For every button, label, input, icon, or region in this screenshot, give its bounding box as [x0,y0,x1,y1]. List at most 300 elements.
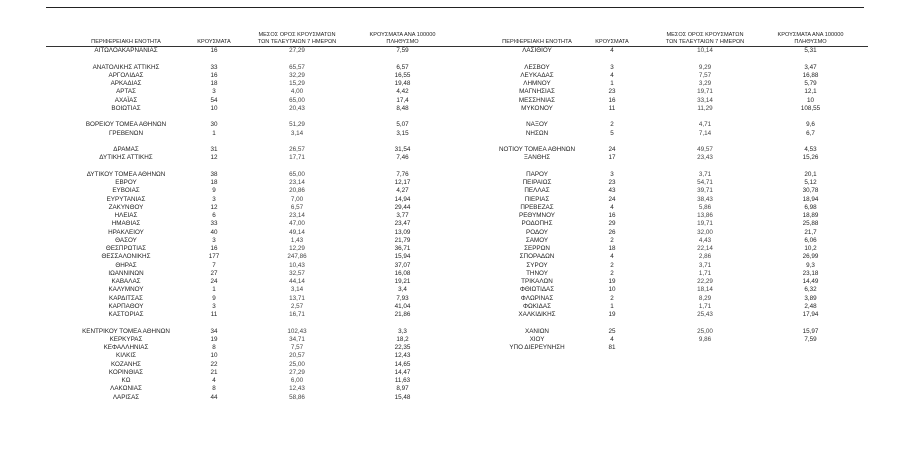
cell-name: ΠΡΕΒΕΖΑΣ [520,203,554,211]
cell-name: ΖΑΚΥΝΘΟΥ [108,203,144,211]
cell-name: ΡΕΘΥΜΝΟΥ [519,212,555,219]
cell-cases: 4 [212,377,216,384]
table-row [46,377,466,385]
cell-cases: 19 [210,335,218,343]
cell-avg: 22,14 [697,245,713,252]
cell-avg: 10,14 [697,47,713,54]
table-row [46,262,466,270]
cell-avg: 7,57 [698,71,712,79]
cell-per: 18,89 [802,212,819,219]
cell-cases: 16 [210,47,218,54]
cell-name: ΠΕΙΡΑΙΩΣ [522,179,552,186]
table-row [462,121,868,129]
cell-avg: 32,57 [289,269,305,277]
cell-per: 3,4 [398,286,407,294]
cell-avg: 10,43 [289,261,305,269]
table-row [46,286,466,294]
cell-cases: 43 [608,187,616,195]
cell-cases: 16 [608,212,616,219]
cell-cases: 4 [610,253,614,261]
cell-name: ΣΕΡΡΩΝ [524,245,550,252]
cell-name: ΕΥΒΟΙΑΣ [112,187,140,195]
cell-cases: 44 [210,393,218,401]
table-row [46,204,466,212]
cell-name: ΔΥΤΙΚΗΣ ΑΤΤΙΚΗΣ [99,154,153,162]
cell-per: 3,77 [396,212,409,219]
table-row [462,328,868,336]
cell-avg: 65,00 [289,170,305,178]
cell-avg: 9,86 [698,335,712,343]
table-row [462,311,868,319]
cell-per: 18,94 [802,195,819,203]
cell-cases: 21 [210,368,218,376]
table-row [462,64,868,72]
cell-avg: 44,14 [289,278,305,285]
table-row [462,171,868,179]
cell-avg: 1,43 [290,236,304,244]
table-row [462,130,868,138]
table-row [462,97,868,105]
cell-per: 5,79 [804,80,817,87]
cell-cases: 19 [608,278,616,285]
cell-cases: 2 [610,236,614,244]
cell-name: ΜΕΣΣΗΝΙΑΣ [518,96,556,104]
table-row [462,105,868,113]
cell-cases: 19 [608,311,616,318]
right-table-header [462,20,868,47]
table-row [462,270,868,278]
cell-cases: 16 [608,96,616,104]
cell-avg: 16,71 [289,311,305,318]
cell-name: ΛΑΣΙΘΙΟΥ [522,47,552,54]
cell-per: 7,59 [396,47,409,54]
cell-avg: 19,71 [697,220,713,228]
table-row [46,97,466,105]
cell-per: 3,15 [396,129,409,137]
table-row [46,253,466,261]
cell-avg: 18,14 [697,286,713,294]
table-row [462,196,868,204]
cell-avg: 17,71 [289,154,305,162]
cell-avg: 32,29 [289,71,305,79]
cell-avg: 27,29 [289,47,305,54]
table-row [462,80,868,88]
cell-name: ΓΡΕΒΕΝΩΝ [108,129,144,137]
table-row [462,47,868,55]
cell-name: ΝΗΣΩΝ [525,129,549,137]
cell-avg: 34,71 [289,335,305,343]
cell-avg: 25,43 [697,311,713,318]
table-row [46,113,466,121]
cell-cases: 17 [608,154,616,162]
cell-per: 7,93 [396,294,409,302]
cell-name: ΛΑΡΙΣΑΣ [112,393,140,401]
cell-name: ΤΡΙΚΑΛΩΝ [521,278,553,285]
cell-avg: 11,29 [697,104,713,112]
cell-cases: 1 [610,302,614,310]
cell-cases: 2 [610,294,614,302]
cell-per: 2,48 [804,302,817,310]
header-per-line2: ΠΛΗΘΥΣΜΟ [386,38,419,45]
cell-per: 8,48 [396,104,409,112]
cell-cases: 33 [210,220,218,228]
cell-name: ΙΩΑΝΝΙΝΩΝ [108,269,144,277]
cell-avg: 8,29 [698,294,712,302]
cell-name: ΠΙΕΡΙΑΣ [524,195,550,203]
cell-avg: 23,14 [289,212,305,219]
cell-cases: 24 [608,146,616,153]
cell-cases: 11 [608,104,616,112]
header-avg [650,32,760,45]
cell-cases: 9 [212,294,216,302]
cell-per: 4,53 [804,146,817,153]
cell-per: 4,27 [396,187,409,195]
cell-avg: 47,00 [289,220,305,228]
cell-name: ΚΑΛΥΜΝΟΥ [108,286,144,294]
cell-cases: 18 [210,80,218,87]
cell-name: ΦΛΩΡΙΝΑΣ [520,294,554,302]
table-row [462,336,868,344]
cell-name: ΛΕΣΒΟΥ [524,63,550,71]
header-per-line2: ΠΛΗΘΥΣΜΟ [794,38,827,45]
cell-name: ΕΥΡΥΤΑΝΙΑΣ [106,195,146,203]
table-row [46,55,466,63]
cell-name: ΠΑΡΟΥ [526,170,548,178]
cell-cases: 24 [608,195,616,203]
table-row [46,196,466,204]
cell-cases: 16 [210,71,218,79]
cell-per: 6,06 [804,236,817,244]
cell-cases: 3 [610,63,614,71]
cell-name: ΒΟΙΩΤΙΑΣ [111,104,141,112]
cell-per: 4,42 [396,88,409,96]
cell-per: 12,43 [394,352,411,360]
cell-per: 12,17 [394,179,411,186]
cell-avg: 7,57 [290,344,304,351]
cell-per: 19,48 [394,80,411,87]
cell-per: 14,65 [394,360,411,368]
cell-per: 21,86 [394,311,411,318]
cell-per: 13,09 [394,228,411,236]
cell-cases: 27 [210,269,218,277]
cell-name: ΜΑΓΝΗΣΙΑΣ [519,88,555,96]
cell-cases: 16 [210,245,218,252]
cell-avg: 9,29 [698,63,712,71]
table-row [46,385,466,393]
cell-name: ΠΕΛΛΑΣ [524,187,550,195]
cell-cases: 4 [610,47,614,54]
cell-per: 6,32 [804,286,817,294]
cell-name: ΧΑΛΚΙΔΙΚΗΣ [518,311,556,318]
cell-name: ΜΥΚΟΝΟΥ [521,104,553,112]
cell-cases: 10 [210,104,218,112]
cell-cases: 33 [210,63,218,71]
cell-cases: 34 [210,327,218,335]
cell-name: ΡΟΔΟΠΗΣ [521,220,553,228]
cell-cases: 3 [212,195,216,203]
cell-name: ΒΟΡΕΙΟΥ ΤΟΜΕΑ ΑΘΗΝΩΝ [85,121,167,129]
table-row [46,319,466,327]
cell-per: 41,04 [394,302,411,310]
cell-per: 3,47 [804,63,817,71]
cell-name: ΤΗΝΟΥ [526,269,548,277]
cell-per: 18,2 [396,335,409,343]
table-row [46,369,466,377]
cell-per: 26,99 [802,253,819,261]
table-row [462,295,868,303]
cell-name: ΑΧΑΪΑΣ [114,96,138,104]
table-row [46,344,466,352]
cell-cases: 23 [608,88,616,96]
cell-name: ΑΝΑΤΟΛΙΚΗΣ ΑΤΤΙΚΗΣ [92,63,160,71]
cell-per: 8,97 [396,385,409,393]
table-row [462,187,868,195]
cell-cases: 22 [210,360,218,368]
cell-avg: 25,00 [289,360,305,368]
table-row [46,220,466,228]
table-row [46,163,466,171]
cell-avg: 1,71 [698,302,712,310]
cell-avg: 39,71 [697,187,713,195]
cell-avg: 54,71 [697,179,713,186]
cell-avg: 5,86 [698,203,712,211]
cell-name: ΣΑΜΟΥ [525,236,549,244]
cell-per: 6,7 [806,129,815,137]
cell-per: 31,54 [394,146,411,153]
cell-per: 7,46 [396,154,409,162]
cell-per: 14,47 [394,368,411,376]
cell-avg: 23,43 [697,154,713,162]
cell-avg: 65,57 [289,63,305,71]
cell-per: 30,78 [802,187,819,195]
left-table-header [46,20,466,47]
cell-avg: 12,43 [289,385,305,393]
header-per-line1: ΚΡΟΥΣΜΑΤΑ ΑΝΑ 100000 [777,32,844,38]
cell-per: 9,3 [806,261,815,269]
cell-avg: 65,00 [289,96,305,104]
cell-name: ΑΡΤΑΣ [116,88,136,96]
table-row [462,179,868,187]
cell-cases: 3 [610,170,614,178]
cell-avg: 25,00 [697,327,713,335]
cell-per: 7,59 [804,335,817,343]
cell-avg: 22,29 [697,278,713,285]
table-row [462,220,868,228]
cell-avg: 7,14 [698,129,712,137]
table-row [46,105,466,113]
table-row [46,179,466,187]
table-row [462,72,868,80]
cell-name: ΝΟΤΙΟΥ ΤΟΜΕΑ ΑΘΗΝΩΝ [498,146,576,153]
cell-name: ΚΩ [121,377,131,384]
cell-per: 15,97 [802,327,819,335]
table-row [462,113,868,121]
cell-cases: 12 [210,154,218,162]
cell-per: 12,1 [804,88,817,96]
cell-avg: 4,00 [290,88,304,96]
cell-cases: 8 [212,385,216,393]
cell-name: ΘΕΣΠΡΩΤΙΑΣ [105,245,147,252]
cell-cases: 38 [210,170,218,178]
table-row [462,286,868,294]
cell-avg: 6,00 [290,377,304,384]
cell-per: 6,98 [804,203,817,211]
table-row [462,55,868,63]
cell-per: 3,89 [804,294,817,302]
cell-cases: 1 [610,80,614,87]
cell-cases: 3 [212,88,216,96]
cell-avg: 13,71 [289,294,305,302]
table-row [46,130,466,138]
table-row [462,229,868,237]
table-row [462,237,868,245]
cell-avg: 2,57 [290,302,304,310]
cell-name: ΕΒΡΟΥ [115,179,137,186]
cell-cases: 177 [208,253,220,261]
cell-per: 19,21 [394,278,411,285]
cell-name: ΗΡΑΚΛΕΙΟΥ [108,228,144,236]
cell-name: ΚΕΦΑΛΛΗΝΙΑΣ [103,344,149,351]
header-per-line1: ΚΡΟΥΣΜΑΤΑ ΑΝΑ 100000 [369,32,436,38]
table-row [46,270,466,278]
table-row [46,121,466,129]
table-row [462,163,868,171]
cell-name: ΦΩΚΙΔΑΣ [523,302,551,310]
cell-per: 7,76 [396,170,409,178]
table-row [462,212,868,220]
cell-cases: 9 [212,187,216,195]
table-row [46,138,466,146]
header-avg [242,32,352,45]
cell-avg: 38,43 [697,195,713,203]
cell-name: ΚΟΡΙΝΘΙΑΣ [108,368,144,376]
table-row [462,253,868,261]
table-row [46,229,466,237]
table-row [462,245,868,253]
cell-cases: 31 [210,146,218,153]
table-row [46,88,466,96]
header-per [350,32,455,45]
cell-avg: 4,43 [698,236,712,244]
cell-avg: 51,29 [289,121,305,129]
cell-cases: 3 [212,302,216,310]
cell-avg: 27,29 [289,368,305,376]
cell-per: 29,44 [394,203,411,211]
cell-name: ΔΥΤΙΚΟΥ ΤΟΜΕΑ ΑΘΗΝΩΝ [86,170,166,178]
cell-cases: 2 [610,269,614,277]
cell-name: ΣΥΡΟΥ [526,261,548,269]
cell-per: 15,94 [394,253,411,261]
cell-avg: 33,14 [697,96,713,104]
header-region: ΠΕΡΙΦΕΡΕΙΑΚΗ ΕΝΟΤΗΤΑ [91,38,161,45]
header-region: ΠΕΡΙΦΕΡΕΙΑΚΗ ΕΝΟΤΗΤΑ [502,38,572,45]
cell-avg: 23,14 [289,179,305,186]
cell-avg: 26,57 [289,146,305,153]
cell-per: 5,31 [804,47,817,54]
table-row [462,303,868,311]
cell-cases: 10 [210,352,218,360]
table-row [46,328,466,336]
cell-name: ΚΑΡΠΑΘΟΥ [108,302,144,310]
cell-avg: 1,71 [698,269,712,277]
cell-cases: 12 [210,203,218,211]
table-row [46,336,466,344]
cell-avg: 49,57 [697,146,713,153]
cell-avg: 20,57 [289,352,305,360]
table-row [46,47,466,55]
cell-per: 5,07 [396,121,409,129]
header-avg-line2: ΤΩΝ ΤΕΛΕΥΤΑΙΩΝ 7 ΗΜΕΡΩΝ [665,38,745,45]
cell-name: ΚΕΝΤΡΙΚΟΥ ΤΟΜΕΑ ΑΘΗΝΩΝ [82,327,170,335]
cell-name: ΗΛΕΙΑΣ [114,212,138,219]
table-row [46,187,466,195]
cell-avg: 49,14 [289,228,305,236]
cell-avg: 3,71 [698,261,712,269]
header-cases: ΚΡΟΥΣΜΑΤΑ [595,38,629,45]
cell-per: 20,1 [804,170,817,178]
table-row [46,303,466,311]
cell-per: 23,47 [394,220,411,228]
cell-avg: 247,86 [287,253,307,261]
table-row [46,245,466,253]
table-row [46,64,466,72]
cell-per: 21,7 [804,228,817,236]
cell-name: ΛΑΚΩΝΙΑΣ [110,385,142,393]
cell-per: 16,88 [802,71,819,79]
cell-avg: 102,43 [287,327,307,335]
cell-cases: 2 [610,121,614,129]
table-row [46,394,466,402]
table-row [46,295,466,303]
table-row [462,88,868,96]
cell-name: ΚΟΖΑΝΗΣ [111,360,141,368]
table-row [46,278,466,286]
cell-name: ΘΑΣΟΥ [115,236,137,244]
cell-name: ΝΑΞΟΥ [526,121,548,129]
cell-avg: 3,29 [698,80,712,87]
cell-avg: 20,86 [289,187,305,195]
header-per [758,32,863,45]
cell-per: 3,3 [398,327,407,335]
cell-avg: 3,14 [290,286,304,294]
cell-cases: 23 [608,179,616,186]
table-row [462,262,868,270]
cell-per: 22,35 [394,344,411,351]
table-row [46,80,466,88]
cell-avg: 19,71 [697,88,713,96]
table-row [46,72,466,80]
table-row [462,154,868,162]
cell-per: 21,79 [394,236,411,244]
table-row [46,237,466,245]
cell-cases: 29 [608,220,616,228]
table-row [462,204,868,212]
cell-cases: 8 [212,344,216,351]
cell-cases: 18 [608,245,616,252]
cell-per: 10,2 [804,245,817,252]
cell-cases: 81 [608,344,616,351]
cell-cases: 4 [610,203,614,211]
cell-per: 14,49 [802,278,819,285]
cell-cases: 11 [210,311,218,318]
cell-avg: 3,14 [290,129,304,137]
table-row [46,352,466,360]
cell-avg: 2,86 [698,253,712,261]
cell-per: 16,55 [394,71,411,79]
cell-per: 9,6 [806,121,815,129]
cell-cases: 1 [212,286,216,294]
cell-per: 14,94 [394,195,411,203]
